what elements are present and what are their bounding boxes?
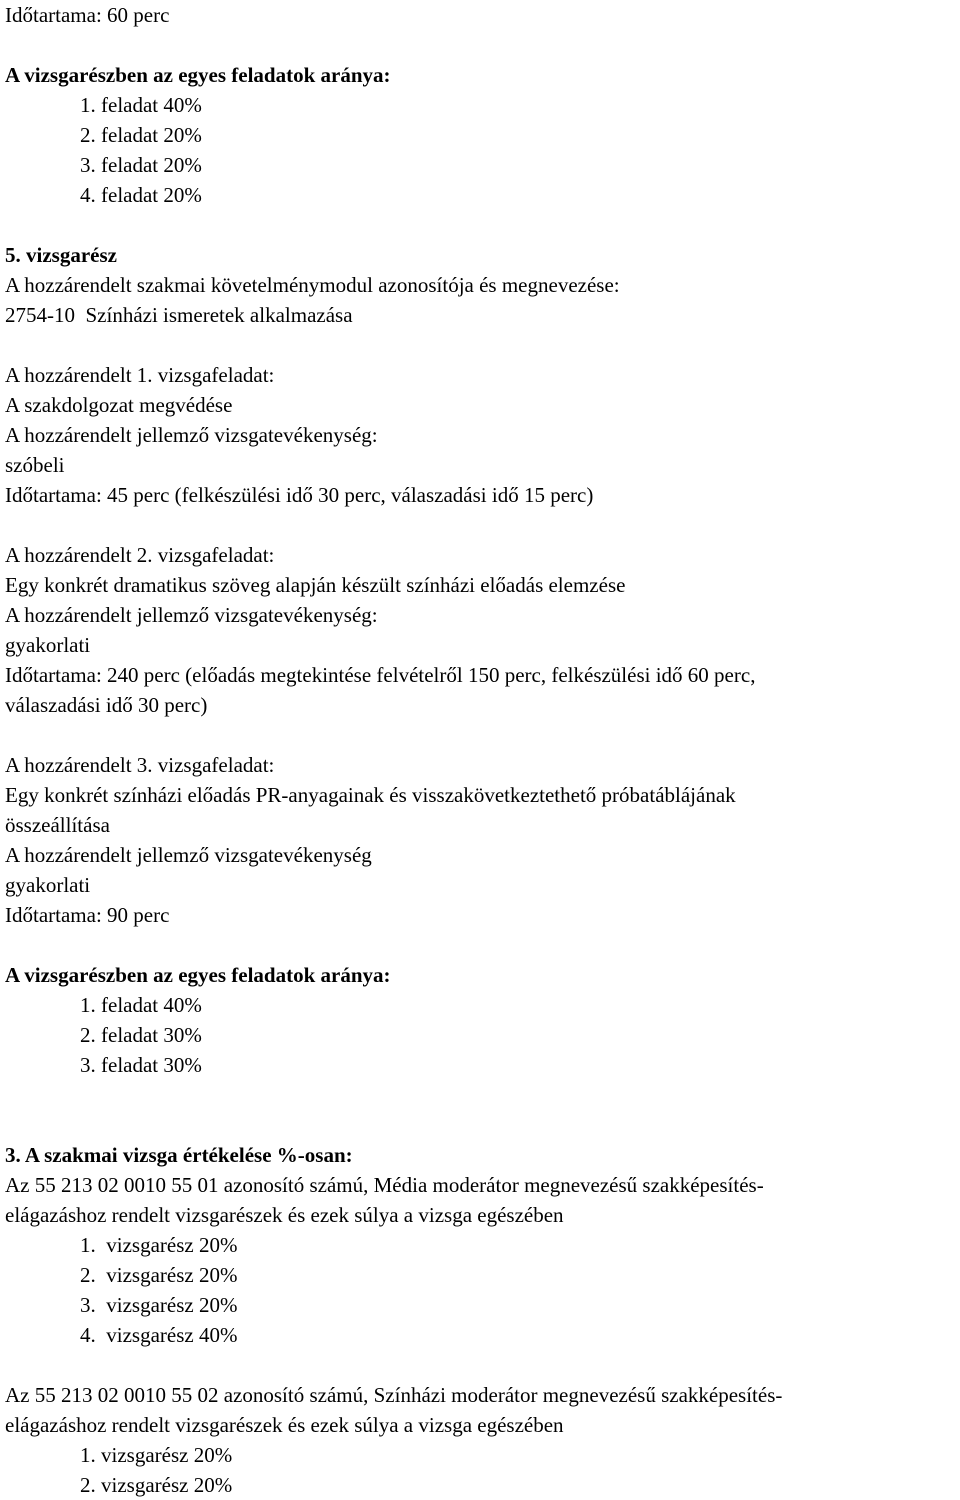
spacer (5, 510, 955, 540)
ratio-item: 1. feladat 40% (80, 93, 202, 117)
task1-name: A szakdolgozat megvédése (5, 393, 233, 417)
weight-item: 3. vizsgarész 20% (80, 1293, 238, 1317)
ratio-item: 4. feladat 20% (80, 183, 202, 207)
block1-intro-cont: elágazáshoz rendelt vizsgarészek és ezek súlya a vizsga egészében (5, 1203, 564, 1227)
duration-text: Időtartama: 60 perc (5, 3, 170, 27)
task3-activity-label: A hozzárendelt jellemző vizsgatevékenység (5, 843, 372, 867)
spacer (5, 30, 955, 60)
weight-item: 1. vizsgarész 20% (80, 1233, 238, 1257)
ratio-item: 3. feladat 30% (80, 1053, 202, 1077)
spacer (5, 1080, 955, 1110)
weight-item: 1. vizsgarész 20% (80, 1443, 233, 1467)
spacer (5, 930, 955, 960)
spacer (5, 210, 955, 240)
part5-title: 5. vizsgarész (5, 243, 117, 267)
task3-duration: Időtartama: 90 perc (5, 903, 170, 927)
task2-duration: Időtartama: 240 perc (előadás megtekintése felvételről 150 perc, felkészülési idő 60 perc, (5, 663, 756, 687)
section3-title: 3. A szakmai vizsga értékelése %-osan: (5, 1143, 353, 1167)
spacer (5, 330, 955, 360)
spacer (5, 1110, 955, 1140)
spacer (5, 720, 955, 750)
ratio-heading: A vizsgarészben az egyes feladatok aránya: (5, 63, 391, 87)
task1-label: A hozzárendelt 1. vizsgafeladat: (5, 363, 275, 387)
block2-intro: Az 55 213 02 0010 55 02 azonosító számú, Színházi moderátor megnevezésű szakképesítés- (5, 1383, 783, 1407)
document-page (5, 0, 955, 1500)
module-name: 2754-10 Színházi ismeretek alkalmazása (5, 303, 353, 327)
ratio-item: 3. feladat 20% (80, 153, 202, 177)
task3-name: Egy konkrét színházi előadás PR-anyagainak és visszakövetkeztethető próbatáblájának (5, 783, 736, 807)
weight-item: 2. vizsgarész 20% (80, 1473, 233, 1497)
task3-activity: gyakorlati (5, 873, 91, 897)
task2-activity: gyakorlati (5, 633, 91, 657)
task1-duration: Időtartama: 45 perc (felkészülési idő 30 perc, válaszadási idő 15 perc) (5, 483, 594, 507)
task3-name-cont: összeállítása (5, 813, 110, 837)
block2-intro-cont: elágazáshoz rendelt vizsgarészek és ezek súlya a vizsga egészében (5, 1413, 564, 1437)
task3-label: A hozzárendelt 3. vizsgafeladat: (5, 753, 275, 777)
ratio-item: 2. feladat 30% (80, 1023, 202, 1047)
ratio-item: 1. feladat 40% (80, 993, 202, 1017)
task1-activity: szóbeli (5, 453, 65, 477)
task2-duration-cont: válaszadási idő 30 perc) (5, 693, 208, 717)
weight-item: 2. vizsgarész 20% (80, 1263, 238, 1287)
weight-item: 4. vizsgarész 40% (80, 1323, 238, 1347)
ratio-heading: A vizsgarészben az egyes feladatok aránya: (5, 963, 391, 987)
task2-activity-label: A hozzárendelt jellemző vizsgatevékenység: (5, 603, 378, 627)
module-label: A hozzárendelt szakmai követelménymodul azonosítója és megnevezése: (5, 273, 620, 297)
ratio-item: 2. feladat 20% (80, 123, 202, 147)
task1-activity-label: A hozzárendelt jellemző vizsgatevékenység: (5, 423, 378, 447)
task2-name: Egy konkrét dramatikus szöveg alapján készült színházi előadás elemzése (5, 573, 626, 597)
block1-intro: Az 55 213 02 0010 55 01 azonosító számú, Média moderátor megnevezésű szakképesítés- (5, 1173, 764, 1197)
spacer (5, 1350, 955, 1380)
task2-label: A hozzárendelt 2. vizsgafeladat: (5, 543, 275, 567)
